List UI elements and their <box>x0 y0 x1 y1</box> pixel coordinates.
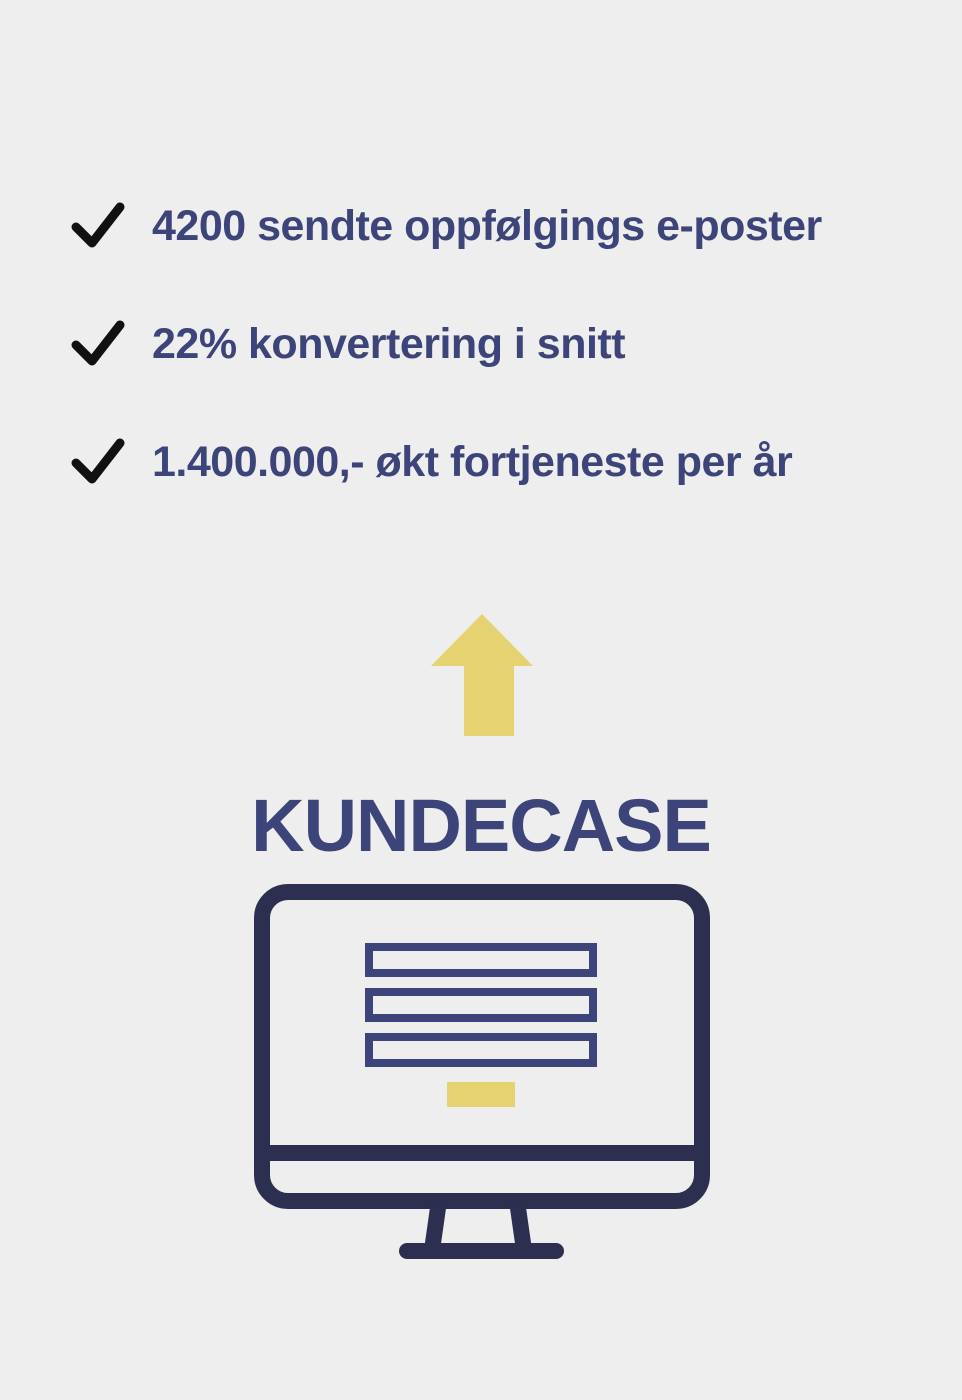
benefit-item-2 <box>70 314 625 374</box>
benefit-text: 22% konvertering i snitt <box>152 319 626 368</box>
benefit-item-3 <box>70 432 792 492</box>
form-field-icon <box>369 947 593 973</box>
page-title: KUNDECASE <box>251 784 711 867</box>
benefit-text: 4200 sendte oppfølgings e-poster <box>152 201 822 250</box>
checkmark-icon <box>70 319 126 369</box>
benefit-item-1 <box>70 196 822 256</box>
computer-monitor-icon <box>250 882 712 1262</box>
form-field-icon <box>369 1037 593 1063</box>
arrow-up-icon <box>430 614 534 736</box>
checkmark-icon <box>70 201 126 251</box>
checkmark-icon <box>70 437 126 487</box>
benefit-text: 1.400.000,- økt fortjeneste per år <box>152 437 793 486</box>
form-button-icon <box>447 1082 515 1107</box>
form-field-icon <box>369 992 593 1018</box>
